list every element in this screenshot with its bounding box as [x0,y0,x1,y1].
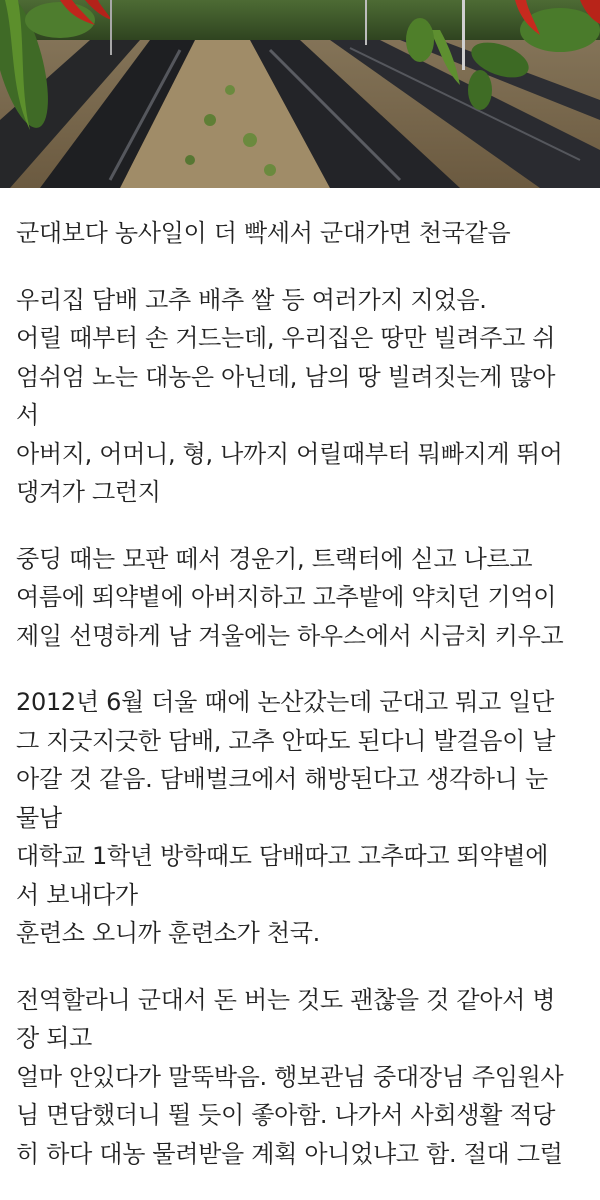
paragraph [16,540,584,656]
text-line: 님 면담했더니 뛸 듯이 좋아함. 나가서 사회생활 적당 [16,1101,556,1129]
paragraph [16,683,584,953]
text-line: 장 되고 [16,1024,92,1052]
text-line: 서 보내다가 [16,880,138,909]
text-line: 훈련소 오니까 훈련소가 천국. [16,919,320,947]
text-line: 서 [16,401,39,429]
text-line: 그 지긋지긋한 담배, 고추 안따도 된다니 발걸음이 날 [16,726,556,755]
text-line: 얼마 안있다가 말뚝박음. 행보관님 중대장님 주임원사 [16,1062,564,1091]
text-line: 아버지, 어머니, 형, 나까지 어릴때부터 뭐빠지게 뛰어 [16,439,563,468]
text-line: 군대보다 농사일이 더 빡세서 군대가면 천국같음 [16,219,511,247]
paragraph [16,281,584,512]
text-line: 물남 [16,803,62,832]
text-line: 댕겨가 그런지 [16,478,161,506]
text-line: 아갈 것 같음. 담배벌크에서 해방된다고 생각하니 눈 [16,765,548,793]
text-line: 전역할라니 군대서 돈 버는 것도 괜찮을 것 같아서 병 [16,985,556,1014]
text-line: 대학교 1학년 방학때도 담배따고 고추따고 뙤약볕에 [16,842,549,870]
text-line: 여름에 뙤약볕에 아버지하고 고추밭에 약치던 기억이 [16,583,557,611]
pepper-field-image [0,0,600,188]
paragraph [16,214,584,253]
text-line: 제일 선명하게 남 겨울에는 하우스에서 시금치 키우고 [16,621,564,650]
paragraph [16,981,584,1174]
article-body [0,188,600,1173]
text-line: 히 하다 대농 물려받을 계획 아니었냐고 함. 절대 그럴 [16,1139,563,1168]
text-line: 우리집 담배 고추 배추 쌀 등 여러가지 지었음. [16,285,487,314]
pepper-field-photo [0,0,600,188]
text-line: 어릴 때부터 손 거드는데, 우리집은 땅만 빌려주고 쉬 [16,324,556,352]
text-line: 엄쉬엄 노는 대농은 아닌데, 남의 땅 빌려짓는게 많아 [16,362,556,391]
text-line: 2012년 6월 더울 때에 논산갔는데 군대고 뭐고 일단 [16,688,555,716]
text-line: 중딩 때는 모판 떼서 경운기, 트랙터에 싣고 나르고 [16,544,533,573]
